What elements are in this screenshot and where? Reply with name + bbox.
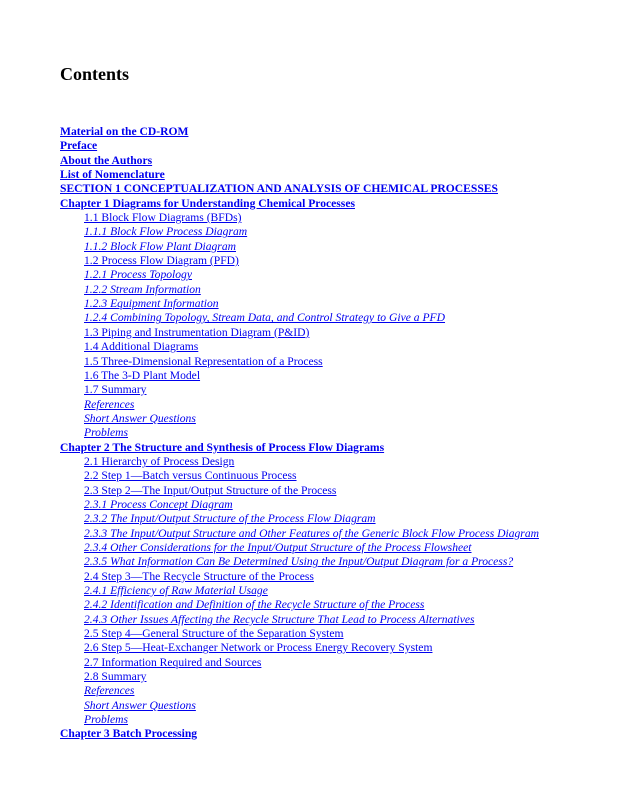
toc-item: [60, 197, 630, 211]
table-of-contents: [60, 125, 630, 742]
toc-item: [60, 699, 630, 713]
toc-item: [60, 469, 630, 483]
toc-link[interactable]: 1.2.2 Stream Information: [84, 282, 201, 296]
toc-item: [60, 154, 630, 168]
toc-link[interactable]: 2.4 Step 3—The Recycle Structure of the Process: [84, 569, 314, 583]
toc-link[interactable]: 1.2 Process Flow Diagram (PFD): [84, 254, 239, 268]
toc-item: [60, 240, 630, 254]
toc-item: [60, 613, 630, 627]
toc-link[interactable]: Chapter 2 The Structure and Synthesis of Process Flow Diagrams: [60, 440, 385, 454]
toc-item: [60, 355, 630, 369]
toc-link[interactable]: 1.5 Three-Dimensional Representation of a Process: [84, 354, 323, 368]
toc-item: [60, 641, 630, 655]
toc-link[interactable]: About the Authors: [60, 153, 153, 167]
toc-link[interactable]: 2.3.2 The Input/Output Structure of the Process Flow Diagram: [84, 512, 376, 526]
toc-link[interactable]: 2.4.1 Efficiency of Raw Material Usage: [84, 584, 268, 597]
toc-link[interactable]: Chapter 3 Batch Processing: [60, 727, 198, 741]
toc-item: [60, 412, 630, 426]
toc-item: [60, 713, 630, 727]
toc-link[interactable]: Preface: [60, 139, 98, 153]
toc-link[interactable]: 1.2.3 Equipment Information: [84, 297, 219, 311]
toc-link[interactable]: 1.1.1 Block Flow Process Diagram: [84, 225, 248, 239]
toc-item: [60, 426, 630, 440]
toc-link[interactable]: 2.4.3 Other Issues Affecting the Recycle Structure That Lead to Process Alternatives: [84, 612, 475, 626]
toc-link[interactable]: References: [84, 684, 135, 698]
toc-link[interactable]: 2.3.4 Other Considerations for the Input/Output Structure of the Process Flowsheet: [84, 540, 472, 554]
toc-link[interactable]: Chapter 1 Diagrams for Understanding Chemical Processes: [60, 196, 355, 210]
toc-item: [60, 555, 630, 569]
toc-link[interactable]: 2.6 Step 5—Heat-Exchanger Network or Process Energy Recovery System: [84, 641, 433, 655]
toc-link[interactable]: 1.3 Piping and Instrumentation Diagram (P&ID): [84, 325, 310, 339]
page-title: Contents: [60, 64, 130, 84]
toc-item: [60, 211, 630, 225]
toc-item: [60, 527, 630, 541]
toc-link[interactable]: Short Answer Questions: [84, 411, 196, 425]
toc-item: [60, 584, 630, 598]
toc-item: [60, 570, 630, 584]
toc-item: [60, 727, 630, 741]
toc-link[interactable]: 1.7 Summary: [84, 383, 147, 397]
toc-item: [60, 225, 630, 239]
toc-item: [60, 168, 630, 182]
toc-item: [60, 369, 630, 383]
toc-item: [60, 498, 630, 512]
toc-item: [60, 311, 630, 325]
toc-item: [60, 283, 630, 297]
toc-link[interactable]: Material on the CD-ROM: [60, 125, 189, 138]
toc-link[interactable]: 2.1 Hierarchy of Process Design: [84, 454, 235, 468]
toc-item: [60, 254, 630, 268]
toc-link[interactable]: 2.8 Summary: [84, 670, 147, 684]
toc-item: [60, 268, 630, 282]
toc-link[interactable]: 2.3 Step 2—The Input/Output Structure of the Process: [84, 483, 337, 497]
toc-item: [60, 297, 630, 311]
toc-item: [60, 484, 630, 498]
toc-item: [60, 182, 630, 196]
toc-link[interactable]: 1.1.2 Block Flow Plant Diagram: [84, 239, 236, 253]
toc-item: [60, 398, 630, 412]
toc-link[interactable]: 2.3.3 The Input/Output Structure and Other Features of the Generic Block Flow Process Diagram: [84, 526, 539, 540]
toc-item: [60, 340, 630, 354]
toc-link[interactable]: 1.2.4 Combining Topology, Stream Data, and Control Strategy to Give a PFD: [84, 311, 446, 325]
toc-item: [60, 598, 630, 612]
toc-item: [60, 441, 630, 455]
toc-item: [60, 541, 630, 555]
toc-link[interactable]: 1.1 Block Flow Diagrams (BFDs): [84, 211, 242, 225]
toc-link[interactable]: SECTION 1 CONCEPTUALIZATION AND ANALYSIS OF CHEMICAL PROCESSES: [60, 182, 498, 196]
toc-link[interactable]: 2.4.2 Identification and Definition of the Recycle Structure of the Process: [84, 598, 425, 612]
toc-item: [60, 455, 630, 469]
toc-item: [60, 383, 630, 397]
toc-item: [60, 326, 630, 340]
toc-link[interactable]: 1.4 Additional Diagrams: [84, 340, 199, 354]
toc-link[interactable]: List of Nomenclature: [60, 168, 165, 182]
toc-link[interactable]: 2.2 Step 1—Batch versus Continuous Process: [84, 469, 297, 483]
toc-link[interactable]: 1.6 The 3-D Plant Model: [84, 368, 201, 382]
toc-link[interactable]: 2.5 Step 4—General Structure of the Separation System: [84, 627, 344, 641]
toc-link[interactable]: 1.2.1 Process Topology: [84, 268, 192, 282]
toc-item: [60, 656, 630, 670]
toc-link[interactable]: References: [84, 397, 135, 411]
toc-item: [60, 512, 630, 526]
toc-link[interactable]: 2.3.5 What Information Can Be Determined Using the Input/Output Diagram for a Process?: [84, 555, 514, 569]
toc-link[interactable]: 2.3.1 Process Concept Diagram: [84, 497, 233, 511]
toc-item: [60, 684, 630, 698]
toc-link[interactable]: Short Answer Questions: [84, 698, 196, 712]
toc-item: [60, 139, 630, 153]
toc-item: [60, 125, 630, 139]
toc-item: [60, 627, 630, 641]
toc-link[interactable]: Problems: [84, 426, 129, 440]
toc-link[interactable]: 2.7 Information Required and Sources: [84, 655, 262, 669]
toc-item: [60, 670, 630, 684]
toc-link[interactable]: Problems: [84, 713, 129, 727]
